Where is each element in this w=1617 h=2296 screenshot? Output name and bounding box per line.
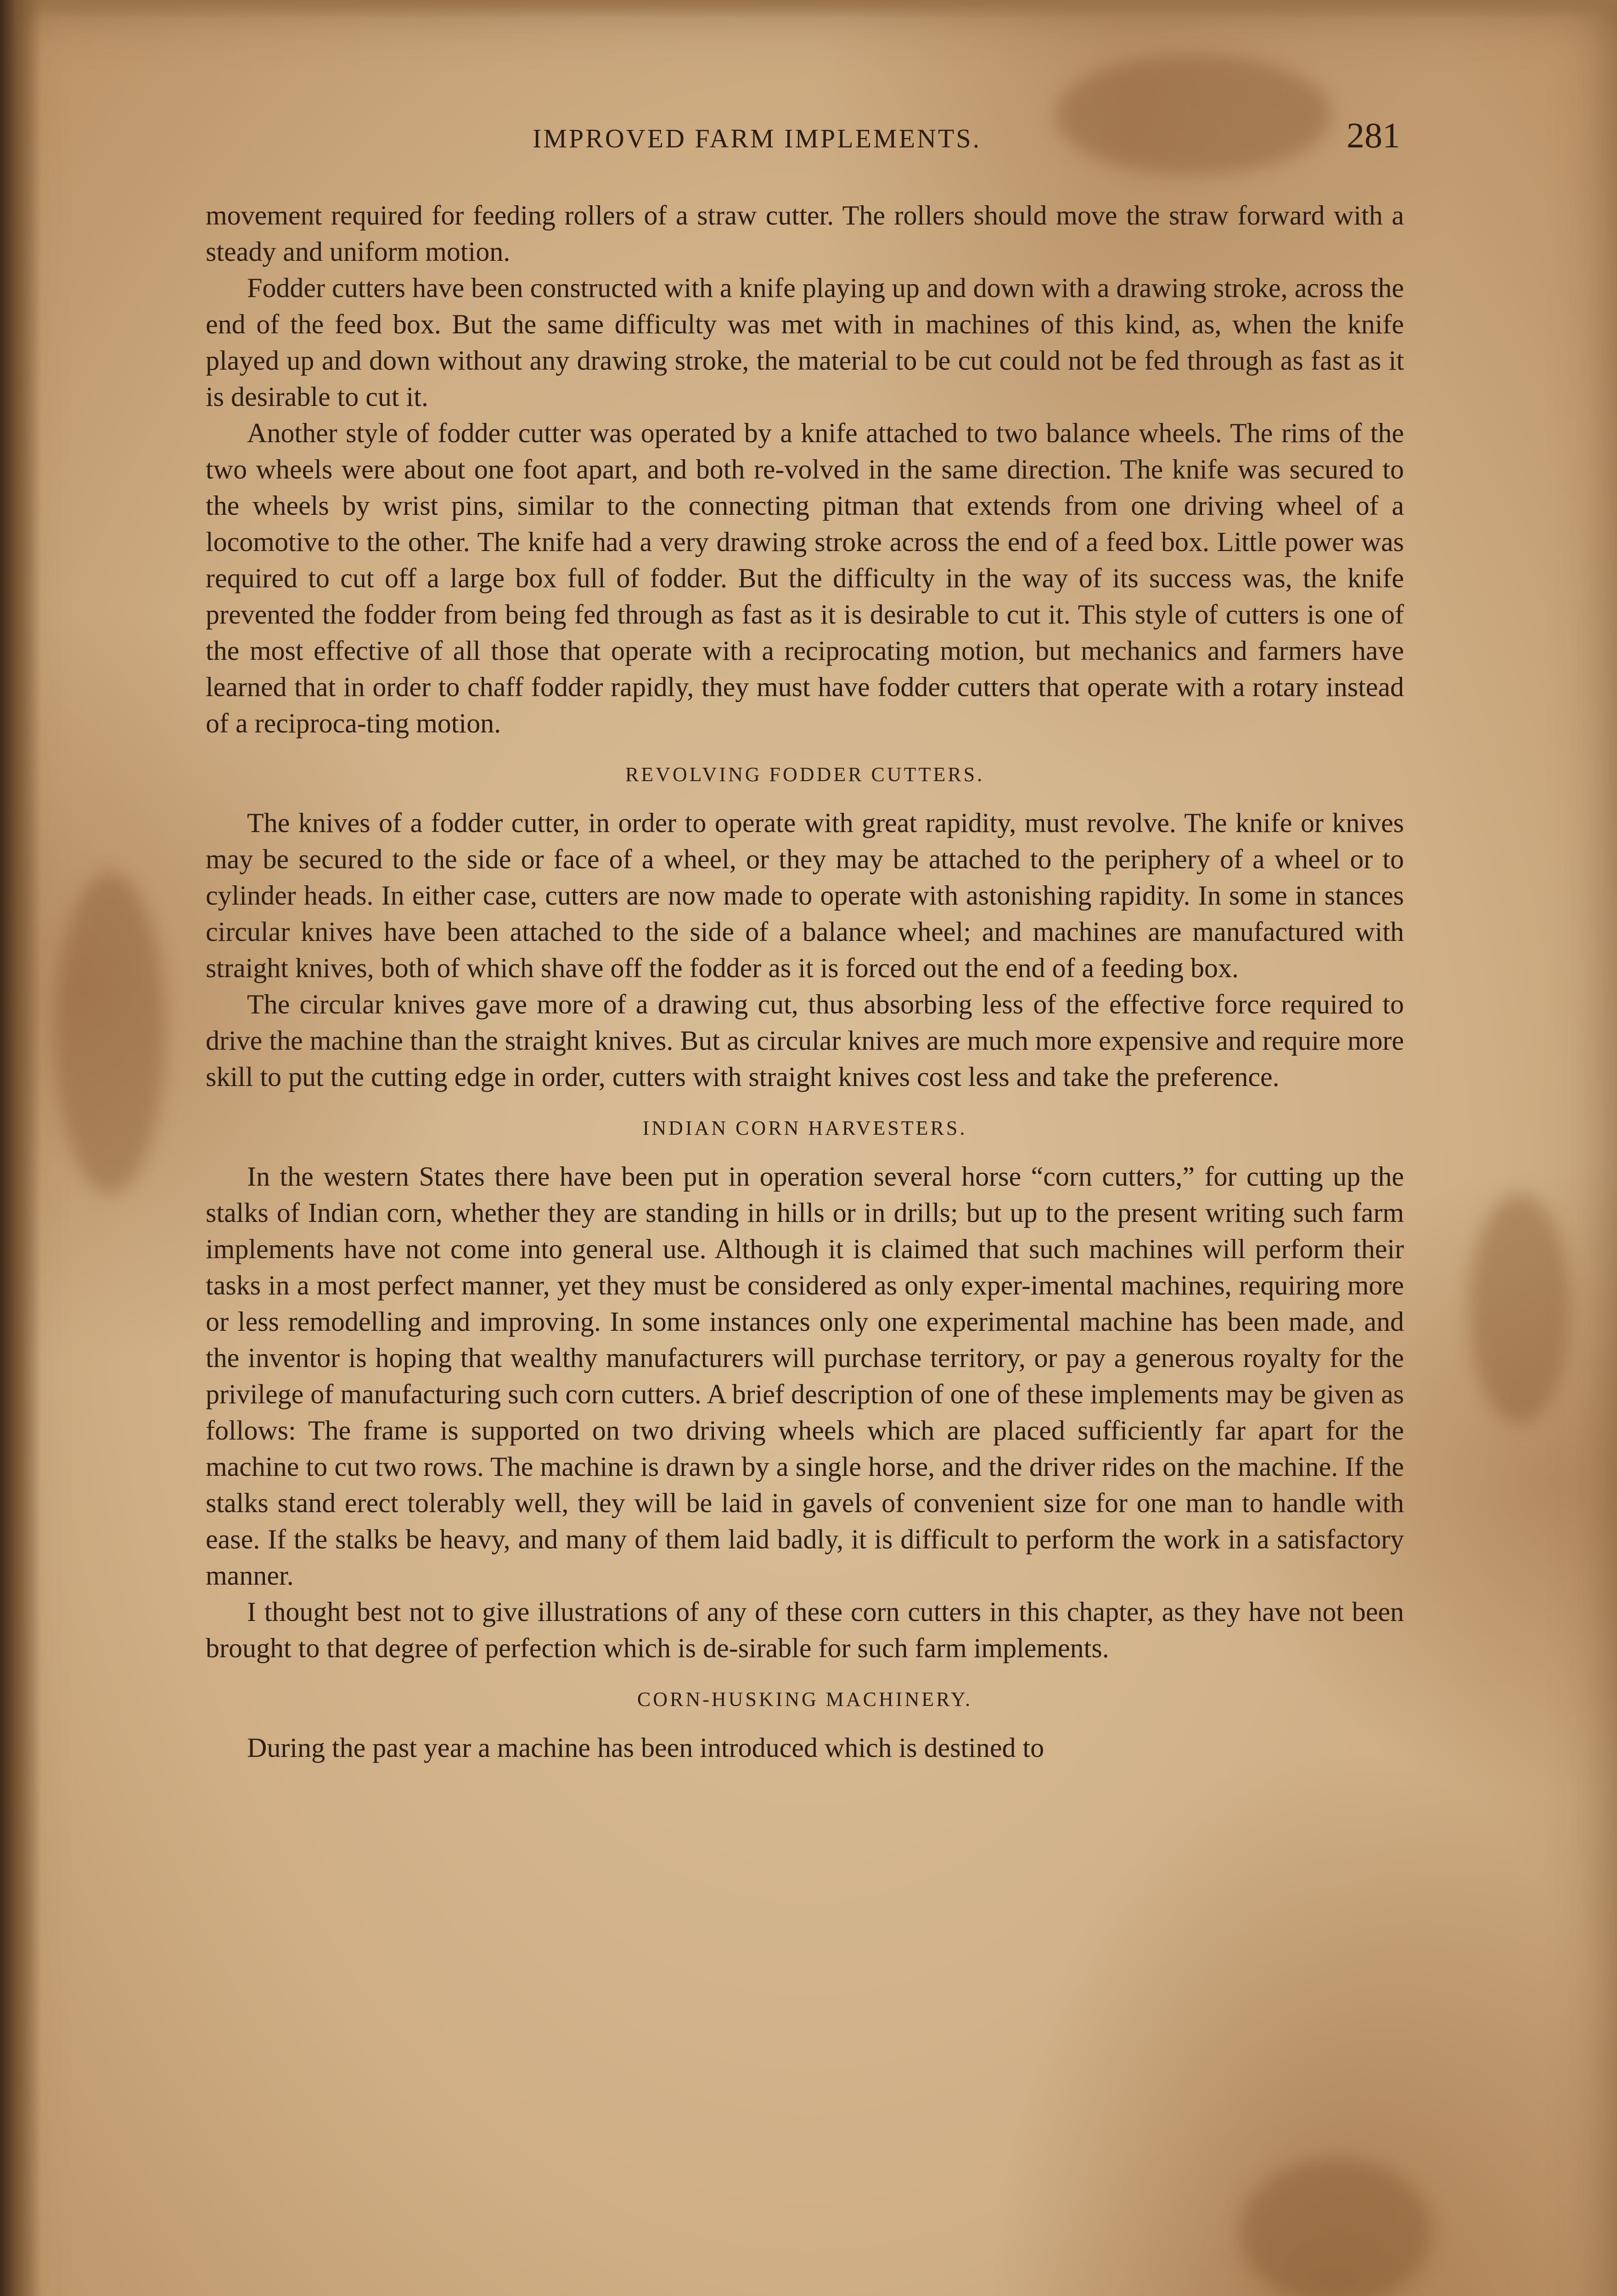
page-top-edge (0, 0, 1617, 18)
section-heading: INDIAN CORN HARVESTERS. (642, 1117, 967, 1139)
section-heading: REVOLVING FODDER CUTTERS. (625, 763, 985, 786)
paragraph: The circular knives gave more of a drawing cut, thus absorbing less of the effective force required to drive the machine than the straight knives. But as circular knives are much more expensive and require more skill to put the cutting edge in order, cutters with straight knives cost less and take the preference. (206, 989, 1404, 1092)
body-text (206, 197, 1404, 1766)
paragraph: The knives of a fodder cutter, in order to operate with great rapidity, must revolve. The knife or knives may be secured to the side or face of a wheel, or they may be attached to the periphery of a wheel or to cylinder heads. In either case, cutters are now made to operate with astonishing rapidity. In some in stances circular knives have been attached to the side of a balance wheel; and machines are manufactured with straight knives, both of which shave off the fodder as it is forced out the end of a feeding box. (206, 808, 1404, 983)
paragraph: I thought best not to give illustrations of any of these corn cutters in this chapter, as they have not been brought to that degree of perfection which is de-sirable for such farm implements. (206, 1597, 1404, 1663)
paragraph: Another style of fodder cutter was operated by a knife attached to two balance wheels. The rims of the two wheels were about one foot apart, and both re-volved in the same direction. The knife was secured to the wheels by wrist pins, similar to the connecting pitman that extends from one driving wheel of a locomotive to the other. The knife had a very drawing stroke across the end of a feed box. Little power was required to cut off a large box full of fodder. But the difficulty in the way of its success was, the knife prevented the fodder from being fed through as fast as it is desirable to cut it. This style of cutters is one of the most effective of all those that operate with a reciprocating motion, but mechanics and farmers have learned that in order to chaff fodder rapidly, they must have fodder cutters that operate with a rotary instead of a reciproca-ting motion. (206, 418, 1404, 738)
paragraph: In the western States there have been put in operation several horse “corn cutters,” for cutting up the stalks of Indian corn, whether they are standing in hills or in drills; but up to the present writing such farm implements have not come into general use. Although it is claimed that such machines will perform their tasks in a most perfect manner, yet they must be considered as only exper-imental machines, requiring more or less remodelling and improving. In some instances only one experimental machine has been made, and the inventor is hoping that wealthy manufacturers will purchase territory, or pay a generous royalty for the privilege of manufacturing such corn cutters. A brief description of one of these implements may be given as follows: The frame is supported on two driving wheels which are placed sufficiently far apart for the machine to cut two rows. The machine is drawn by a single horse, and the driver rides on the machine. If the stalks stand erect tolerably well, they will be laid in gavels of convenient size for one man to handle with ease. If the stalks be heavy, and many of them laid badly, it is difficult to perform the work in a satisfactory manner. (206, 1161, 1404, 1591)
running-head (207, 115, 1400, 161)
page-number: 281 (1347, 115, 1400, 155)
binding-edge (0, 0, 41, 2296)
foxing-stain (1469, 1194, 1570, 1424)
paragraph: During the past year a machine has been introduced which is destined to (247, 1733, 1044, 1763)
foxing-stain (55, 872, 165, 1194)
paragraph: movement required for feeding rollers of a straw cutter. The rollers should move the straw forward with a steady and uniform motion. (206, 200, 1404, 267)
running-title: IMPROVED FARM IMPLEMENTS. (533, 124, 982, 153)
section-heading: CORN-HUSKING MACHINERY. (637, 1688, 973, 1711)
foxing-stain (1240, 2158, 1432, 2296)
paragraph: Fodder cutters have been constructed with a knife playing up and down with a drawing stroke, across the end of the feed box. But the same difficulty was met with in machines of this kind, as, when the knife played up and down without any drawing stroke, the material to be cut could not be fed through as fast as it is desirable to cut it. (206, 273, 1404, 412)
